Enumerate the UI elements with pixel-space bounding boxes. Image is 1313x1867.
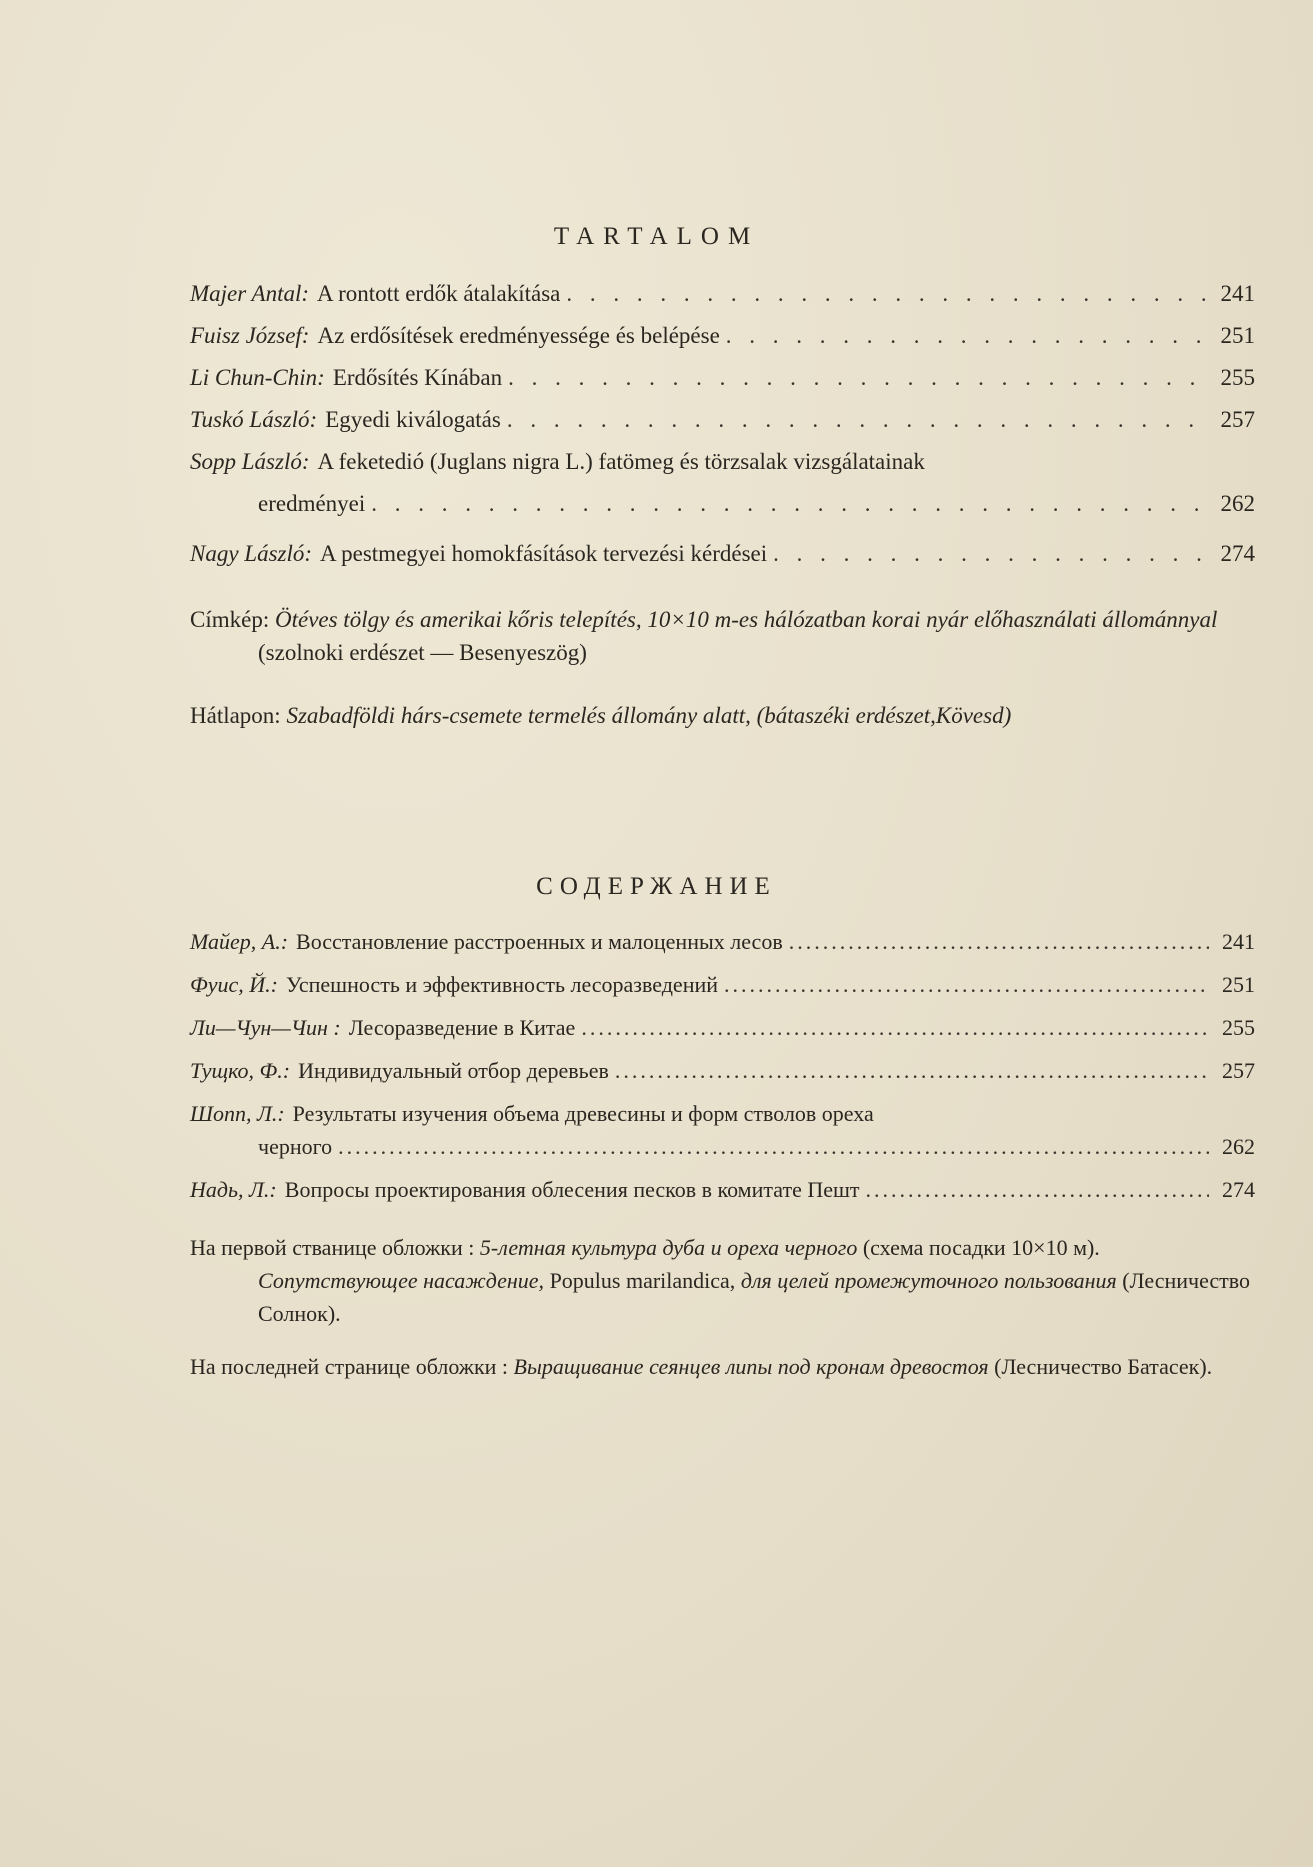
entry-title: A pestmegyei homokfásítások tervezési kérdései [320,541,768,566]
toc-entry-continuation[interactable] [190,483,1255,525]
entry-page: 241 [1222,929,1255,954]
entry-title: Успешность и эффективность лесоразведений [285,972,719,997]
entry-author: Майер, А.: [190,929,289,954]
toc-entry[interactable] [190,963,1255,1006]
toc-entry[interactable] [190,273,1255,315]
back-location: (Лесничество Батасек). [994,1354,1213,1379]
entry-author: Li Chun-Chin: [190,365,325,390]
cover-text: Сопутствующее насаждение, [258,1268,545,1293]
entry-page: 257 [1220,407,1255,432]
leader-dots [566,273,1209,315]
entry-title: Восстановление расстроенных и малоценных лесов [296,929,783,954]
entry-title: Индивидуальный отбор деревьев [298,1058,609,1083]
toc-hu [190,273,1255,732]
entry-title: Egyedi kiválogatás [325,407,501,432]
toc-entry[interactable] [190,533,1255,575]
entry-page: 257 [1222,1058,1255,1083]
entry-page: 262 [1220,491,1255,516]
back-text: Szabadföldi hárs-csemete termelés állomány alatt, (bátaszéki erdészet,Kövesd) [286,703,1012,728]
leader-dots [866,1168,1209,1211]
entry-page: 255 [1220,365,1255,390]
entry-author: Шопп, Л.: [190,1101,285,1126]
cover-note-hu [190,603,1255,669]
leader-dots [371,483,1209,525]
leader-dots [507,399,1209,441]
entry-page: 241 [1220,281,1255,306]
toc-entry[interactable] [190,1168,1255,1211]
toc-entry[interactable] [190,920,1255,963]
entry-author: Sopp László: [190,449,310,474]
toc-entry[interactable] [190,315,1255,357]
toc-entry[interactable] [190,357,1255,399]
entry-title-continued: черного [258,1134,333,1159]
entry-author: Majer Antal: [190,281,310,306]
leader-dots [338,1125,1209,1168]
entry-title: Лесоразведение в Китае [348,1015,576,1040]
entry-page: 274 [1222,1177,1255,1202]
cover-text: Ötéves tölgy és amerikai kőris telepítés, 10×10 m-es hálózatban korai nyár [274,607,969,632]
entry-title: A rontott erdők átalakítása [317,281,561,306]
cover-label: Címkép: [190,607,270,632]
entry-title: Вопросы проектирования облесения песков в комитате Пешт [284,1177,860,1202]
toc-entry[interactable] [190,1006,1255,1049]
cover-location: (Лесничество Солнок). [258,1268,1250,1326]
toc-heading-hu: TARTALOM [553,223,760,250]
back-label: Hátlapon: [190,703,281,728]
cover-note-ru [190,1231,1255,1330]
toc-entry[interactable] [190,1049,1255,1092]
cover-species: Populus marilandica, [549,1268,736,1293]
back-text: Выращивание сеянцев липы под кронам древостоя [513,1354,989,1379]
cover-label: На первой стванице обложки : [190,1235,475,1260]
entry-page: 255 [1222,1015,1255,1040]
cover-location: (szolnoki erdészet — Besenyeszög) [258,640,587,665]
entry-page: 251 [1220,323,1255,348]
leader-dots [581,1006,1209,1049]
leader-dots [773,533,1209,575]
toc-entry[interactable] [190,399,1255,441]
leader-dots [726,315,1209,357]
toc-entry-continuation[interactable] [190,1125,1255,1168]
back-note-hu [190,699,1255,732]
cover-text: для целей промежуточного пользования [740,1268,1117,1293]
entry-page: 251 [1222,972,1255,997]
entry-author: Ли—Чун—Чин : [190,1015,341,1040]
cover-text: 5-летная культура дуба и ореха черного [479,1235,858,1260]
entry-author: Надь, Л.: [190,1177,277,1202]
entry-title: Az erdősítések eredményessége és belépése [317,323,720,348]
entry-title: Erdősítés Kínában [332,365,503,390]
back-label: На последней странице обложки : [190,1354,509,1379]
entry-author: Nagy László: [190,541,313,566]
entry-title: Результаты изучения объема древесины и форм стволов ореха [292,1101,874,1126]
toc-entry[interactable] [190,441,1255,483]
entry-title: A feketedió (Juglans nigra L.) fatömeg és törzsalak vizsgálatainak [317,449,925,474]
leader-dots [789,920,1209,963]
leader-dots [508,357,1209,399]
leader-dots [724,963,1209,1006]
leader-dots [615,1049,1209,1092]
toc-heading-ru: СОДЕРЖАНИЕ [536,873,777,900]
entry-title-continued: eredményei [258,491,366,516]
back-note-ru [190,1350,1255,1383]
entry-page: 262 [1222,1134,1255,1159]
entry-author: Tuskó László: [190,407,318,432]
entry-author: Фуис, Й.: [190,972,278,997]
entry-page: 274 [1220,541,1255,566]
cover-scheme: (схема посадки 10×10 м). [862,1235,1100,1260]
toc-ru [190,920,1255,1383]
cover-text: előhasználati állománnyal [974,607,1218,632]
entry-author: Fuisz József: [190,323,310,348]
entry-author: Тущко, Ф.: [190,1058,291,1083]
